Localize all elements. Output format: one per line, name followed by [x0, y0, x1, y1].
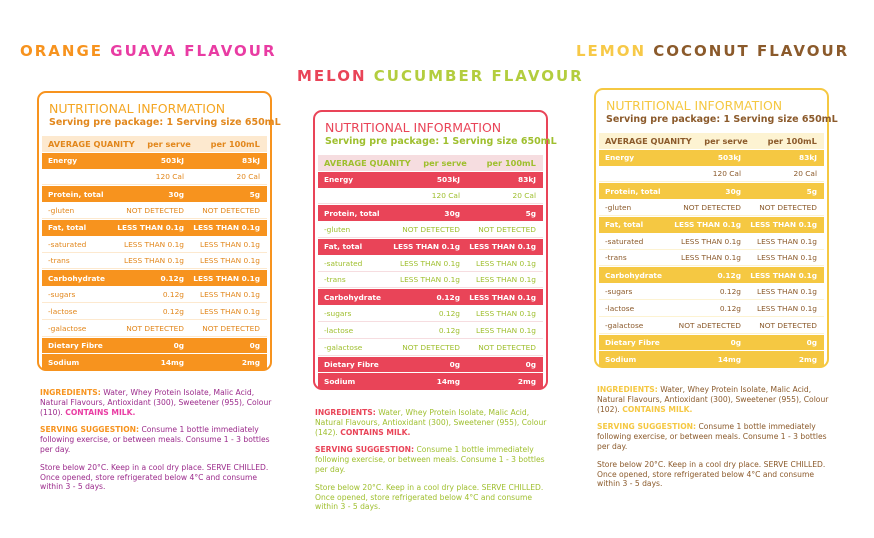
cell-v2: LESS THAN 0.1g — [200, 306, 260, 316]
table-row — [42, 170, 267, 186]
cell-label: Protein, total — [48, 189, 104, 199]
nutrition-panel-orange-guava — [37, 91, 281, 371]
table-row — [318, 306, 543, 322]
cell-label: -sugars — [48, 290, 76, 300]
cell-v2: LESS THAN 0.1g — [757, 236, 817, 246]
table-row — [42, 338, 267, 354]
cell-v2: NOT DETECTED — [759, 320, 817, 330]
cell-v1: 0.12g — [436, 292, 460, 302]
header-cell-col3: per 100mL — [210, 138, 260, 149]
cell-label: Energy — [605, 153, 635, 163]
cell-v2: 83kJ — [799, 153, 817, 163]
cell-v2: 5g — [249, 189, 260, 199]
cell-v1: 0g — [173, 340, 184, 350]
serving-suggestion — [597, 422, 829, 451]
cell-v2: LESS THAN 0.1g — [469, 292, 536, 302]
flavour-word-b: GUAVA FLAVOUR — [110, 42, 277, 60]
contains-milk: CONTAINS MILK. — [65, 407, 136, 417]
cell-v1: 120 Cal — [155, 172, 184, 182]
table-row — [599, 183, 824, 199]
cell-v1: 30g — [168, 189, 184, 199]
cell-v2: LESS THAN 0.1g — [193, 273, 260, 283]
cell-label: Protein, total — [605, 186, 661, 196]
cell-v1: 0g — [730, 337, 741, 347]
cell-label: -sugars — [605, 287, 633, 297]
serving-suggestion-text: Consume 1 bottle immediately following exercise, or between meals. Consume 1 - 3 bottles per day. — [315, 445, 545, 474]
table-row — [599, 318, 824, 334]
cell-v1: 30g — [444, 208, 460, 218]
ingredients-text: Water, Whey Protein Isolate, Malic Acid, Natural Flavours, Antioxidant (300), Sweetener (955), Colour (110). — [40, 388, 272, 417]
cell-label: Protein, total — [324, 208, 380, 218]
header-cell-col3: per 100mL — [767, 135, 817, 146]
cell-label: Carbohydrate — [48, 273, 105, 283]
cell-v1: 120 Cal — [712, 169, 741, 179]
cell-v2: LESS THAN 0.1g — [476, 275, 536, 285]
flavour-word-a: MELON — [297, 67, 367, 85]
cell-label: -galactose — [48, 323, 87, 333]
flavour-title-orange-guava — [20, 42, 277, 60]
cell-v1: 503kJ — [160, 156, 184, 166]
panel-title: NUTRITIONAL INFORMATION — [325, 120, 502, 135]
cell-v1: 0.12g — [717, 270, 741, 280]
cell-v2: LESS THAN 0.1g — [469, 242, 536, 252]
table-row — [42, 186, 267, 202]
serving-size: Serving pre package: 1 Serving size 650mL — [325, 136, 557, 147]
cell-v1: LESS THAN 0.1g — [117, 223, 184, 233]
cell-label: Sodium — [605, 354, 637, 364]
cell-v1: 14mg — [717, 354, 741, 364]
table-header — [42, 136, 267, 152]
ingredients — [597, 385, 829, 414]
table-row — [42, 287, 267, 303]
info-block-melon-cucumber — [315, 408, 547, 520]
cell-label: -sugars — [324, 309, 352, 319]
cell-v2: 20 Cal — [793, 169, 817, 179]
table-row — [42, 270, 267, 286]
flavour-word-a: LEMON — [576, 42, 647, 60]
nutrition-panel-melon-cucumber — [313, 110, 557, 390]
cell-v1: NOT DETECTED — [683, 203, 741, 213]
storage-instructions: Store below 20°C. Keep in a cool dry place. SERVE CHILLED. Once opened, store refrigerated below 4°C and consume within 3 - 5 days. — [40, 462, 269, 492]
cell-v1: LESS THAN 0.1g — [674, 220, 741, 230]
table-row — [42, 153, 267, 169]
ingredients — [315, 408, 547, 437]
cell-v2: LESS THAN 0.1g — [200, 290, 260, 300]
table-row — [318, 373, 543, 389]
info-block-lemon-coconut — [597, 385, 829, 497]
cell-label: -galactose — [605, 320, 644, 330]
cell-v1: 30g — [725, 186, 741, 196]
serving-size: Serving pre package: 1 Serving size 650mL — [606, 114, 838, 125]
table-row — [599, 200, 824, 216]
storage-instructions: Store below 20°C. Keep in a cool dry place. SERVE CHILLED. Once opened, store refrigerated below 4°C and consume within 3 - 5 days. — [597, 459, 826, 489]
cell-label: Dietary Fibre — [48, 340, 103, 350]
serving-suggestion-label: SERVING SUGGESTION: — [40, 425, 140, 435]
cell-v2: NOT DETECTED — [202, 206, 260, 216]
cell-v1: NOT DETECTED — [126, 206, 184, 216]
cell-v2: 2mg — [241, 357, 260, 367]
cell-label: Energy — [48, 156, 78, 166]
serving-suggestion — [40, 425, 272, 454]
panel-title: NUTRITIONAL INFORMATION — [606, 98, 783, 113]
cell-v1: NOT DETECTED — [126, 323, 184, 333]
serving-suggestion-text: Consume 1 bottle immediately following exercise, or between meals. Consume 1 - 3 bottles per day. — [597, 422, 827, 451]
table-row — [42, 304, 267, 320]
serving-size: Serving pre package: 1 Serving size 650mL — [49, 117, 281, 128]
header-cell-label: AVERAGE QUANITY — [324, 157, 411, 168]
cell-v1: 0.12g — [162, 306, 184, 316]
cell-v1: LESS THAN 0.1g — [400, 258, 460, 268]
cell-v1: 0.12g — [438, 309, 460, 319]
serving-suggestion-text: Consume 1 bottle immediately following exercise, or between meals. Consume 1 - 3 bottles per day. — [40, 425, 270, 454]
cell-v2: 0g — [525, 359, 536, 369]
cell-v2: NOT DETECTED — [759, 203, 817, 213]
ingredients — [40, 388, 272, 417]
table-row — [318, 273, 543, 289]
cell-label: -lactose — [324, 325, 354, 335]
table-row — [599, 150, 824, 166]
cell-label: -gluten — [605, 203, 632, 213]
cell-v2: NOT DETECTED — [478, 225, 536, 235]
cell-v1: LESS THAN 0.1g — [393, 242, 460, 252]
serving-suggestion-label: SERVING SUGGESTION: — [597, 422, 697, 432]
cell-v2: LESS THAN 0.1g — [476, 309, 536, 319]
cell-label: -trans — [324, 275, 346, 285]
cell-v2: LESS THAN 0.1g — [757, 287, 817, 297]
flavour-word-b: CUCUMBER FLAVOUR — [373, 67, 584, 85]
table-row — [599, 234, 824, 250]
cell-v2: NOT DETECTED — [202, 323, 260, 333]
cell-v1: 0.12g — [719, 287, 741, 297]
cell-label: Sodium — [324, 376, 356, 386]
cell-v2: LESS THAN 0.1g — [476, 325, 536, 335]
cell-v2: 5g — [525, 208, 536, 218]
cell-v2: 0g — [249, 340, 260, 350]
serving-suggestion — [315, 445, 547, 474]
cell-v2: 2mg — [517, 376, 536, 386]
table-row — [42, 237, 267, 253]
table-header — [599, 133, 824, 149]
cell-label: -trans — [48, 256, 70, 266]
table-row — [599, 251, 824, 267]
header-cell-col3: per 100mL — [486, 157, 536, 168]
ingredients-label: INGREDIENTS: — [315, 408, 376, 417]
cell-v1: NOT DETECTED — [402, 225, 460, 235]
cell-v2: LESS THAN 0.1g — [476, 258, 536, 268]
table-row — [318, 205, 543, 221]
cell-v2: LESS THAN 0.1g — [757, 253, 817, 263]
contains-milk: CONTAINS MILK. — [622, 404, 693, 414]
cell-label: Fat, total — [48, 223, 87, 233]
table-row — [318, 222, 543, 238]
panel-title: NUTRITIONAL INFORMATION — [49, 101, 226, 116]
header-cell-col2: per serve — [147, 138, 191, 149]
cell-v1: 0.12g — [160, 273, 184, 283]
cell-v2: 20 Cal — [512, 191, 536, 201]
cell-label: -trans — [605, 253, 627, 263]
table-row — [318, 256, 543, 272]
cell-v1: 0.12g — [162, 290, 184, 300]
table-row — [318, 340, 543, 356]
cell-v1: NOT DETECTED — [402, 342, 460, 352]
cell-label: -saturated — [48, 239, 87, 249]
cell-label: Carbohydrate — [324, 292, 381, 302]
table-row — [42, 203, 267, 219]
header-cell-label: AVERAGE QUANITY — [48, 138, 135, 149]
cell-v2: 0g — [806, 337, 817, 347]
table-row — [318, 172, 543, 188]
cell-v1: LESS THAN 0.1g — [681, 253, 741, 263]
table-row — [599, 351, 824, 367]
table-row — [318, 357, 543, 373]
table-row — [599, 267, 824, 283]
table-row — [599, 301, 824, 317]
cell-label: -gluten — [48, 206, 75, 216]
cell-v1: 120 Cal — [431, 191, 460, 201]
header-cell-col2: per serve — [423, 157, 467, 168]
cell-v2: LESS THAN 0.1g — [193, 223, 260, 233]
ingredients-text: Water, Whey Protein Isolate, Malic Acid, Natural Flavours, Antioxidant (300), Sweetener (955), Colour (142). — [315, 408, 547, 437]
cell-v2: 83kJ — [518, 175, 536, 185]
nutrition-panel-lemon-coconut — [594, 88, 838, 368]
flavour-title-melon-cucumber — [297, 67, 584, 85]
ingredients-label: INGREDIENTS: — [597, 385, 658, 394]
cell-v1: 0g — [449, 359, 460, 369]
table-row — [599, 167, 824, 183]
flavour-word-b: COCONUT FLAVOUR — [653, 42, 850, 60]
cell-v1: LESS THAN 0.1g — [681, 236, 741, 246]
table-header — [318, 155, 543, 171]
cell-label: -saturated — [324, 258, 363, 268]
table-row — [599, 335, 824, 351]
table-row — [42, 354, 267, 370]
flavour-word-a: ORANGE — [20, 42, 104, 60]
flavour-title-lemon-coconut — [576, 42, 849, 60]
cell-label: Sodium — [48, 357, 80, 367]
cell-v2: LESS THAN 0.1g — [200, 239, 260, 249]
table-row — [318, 323, 543, 339]
cell-label: -galactose — [324, 342, 363, 352]
table-row — [318, 239, 543, 255]
cell-v2: LESS THAN 0.1g — [750, 220, 817, 230]
cell-label: Dietary Fibre — [324, 359, 379, 369]
info-block-orange-guava — [40, 388, 272, 500]
cell-v2: NOT DETECTED — [478, 342, 536, 352]
ingredients-text: Water, Whey Protein Isolate, Malic Acid, Natural Flavours, Antioxidant (300), Sweetener (955), Colour (102). — [597, 385, 829, 414]
table-row — [42, 254, 267, 270]
cell-label: -lactose — [48, 306, 78, 316]
cell-label: -saturated — [605, 236, 644, 246]
cell-v1: 14mg — [160, 357, 184, 367]
cell-v2: LESS THAN 0.1g — [757, 303, 817, 313]
header-cell-col2: per serve — [704, 135, 748, 146]
cell-label: Dietary Fibre — [605, 337, 660, 347]
cell-v1: 503kJ — [717, 153, 741, 163]
cell-v2: 20 Cal — [236, 172, 260, 182]
cell-v1: 0.12g — [438, 325, 460, 335]
cell-v1: LESS THAN 0.1g — [124, 256, 184, 266]
cell-v1: 0.12g — [719, 303, 741, 313]
cell-v1: NOT aDETECTED — [678, 320, 741, 330]
cell-label: Fat, total — [605, 220, 644, 230]
storage-instructions: Store below 20°C. Keep in a cool dry place. SERVE CHILLED. Once opened, store refrigerated below 4°C and consume within 3 - 5 days. — [315, 482, 544, 512]
cell-label: -lactose — [605, 303, 635, 313]
contains-milk: CONTAINS MILK. — [340, 427, 411, 437]
cell-v2: 5g — [806, 186, 817, 196]
cell-v2: 2mg — [798, 354, 817, 364]
table-row — [42, 220, 267, 236]
header-cell-label: AVERAGE QUANITY — [605, 135, 692, 146]
cell-v1: 503kJ — [436, 175, 460, 185]
table-row — [599, 217, 824, 233]
table-row — [318, 189, 543, 205]
cell-v2: LESS THAN 0.1g — [750, 270, 817, 280]
cell-v1: LESS THAN 0.1g — [400, 275, 460, 285]
table-row — [599, 284, 824, 300]
cell-v1: 14mg — [436, 376, 460, 386]
table-row — [318, 289, 543, 305]
cell-label: Energy — [324, 175, 354, 185]
serving-suggestion-label: SERVING SUGGESTION: — [315, 445, 415, 455]
cell-v1: LESS THAN 0.1g — [124, 239, 184, 249]
table-row — [42, 321, 267, 337]
cell-v2: 83kJ — [242, 156, 260, 166]
cell-label: Fat, total — [324, 242, 363, 252]
cell-label: Carbohydrate — [605, 270, 662, 280]
cell-v2: LESS THAN 0.1g — [200, 256, 260, 266]
cell-label: -gluten — [324, 225, 351, 235]
ingredients-label: INGREDIENTS: — [40, 388, 101, 397]
